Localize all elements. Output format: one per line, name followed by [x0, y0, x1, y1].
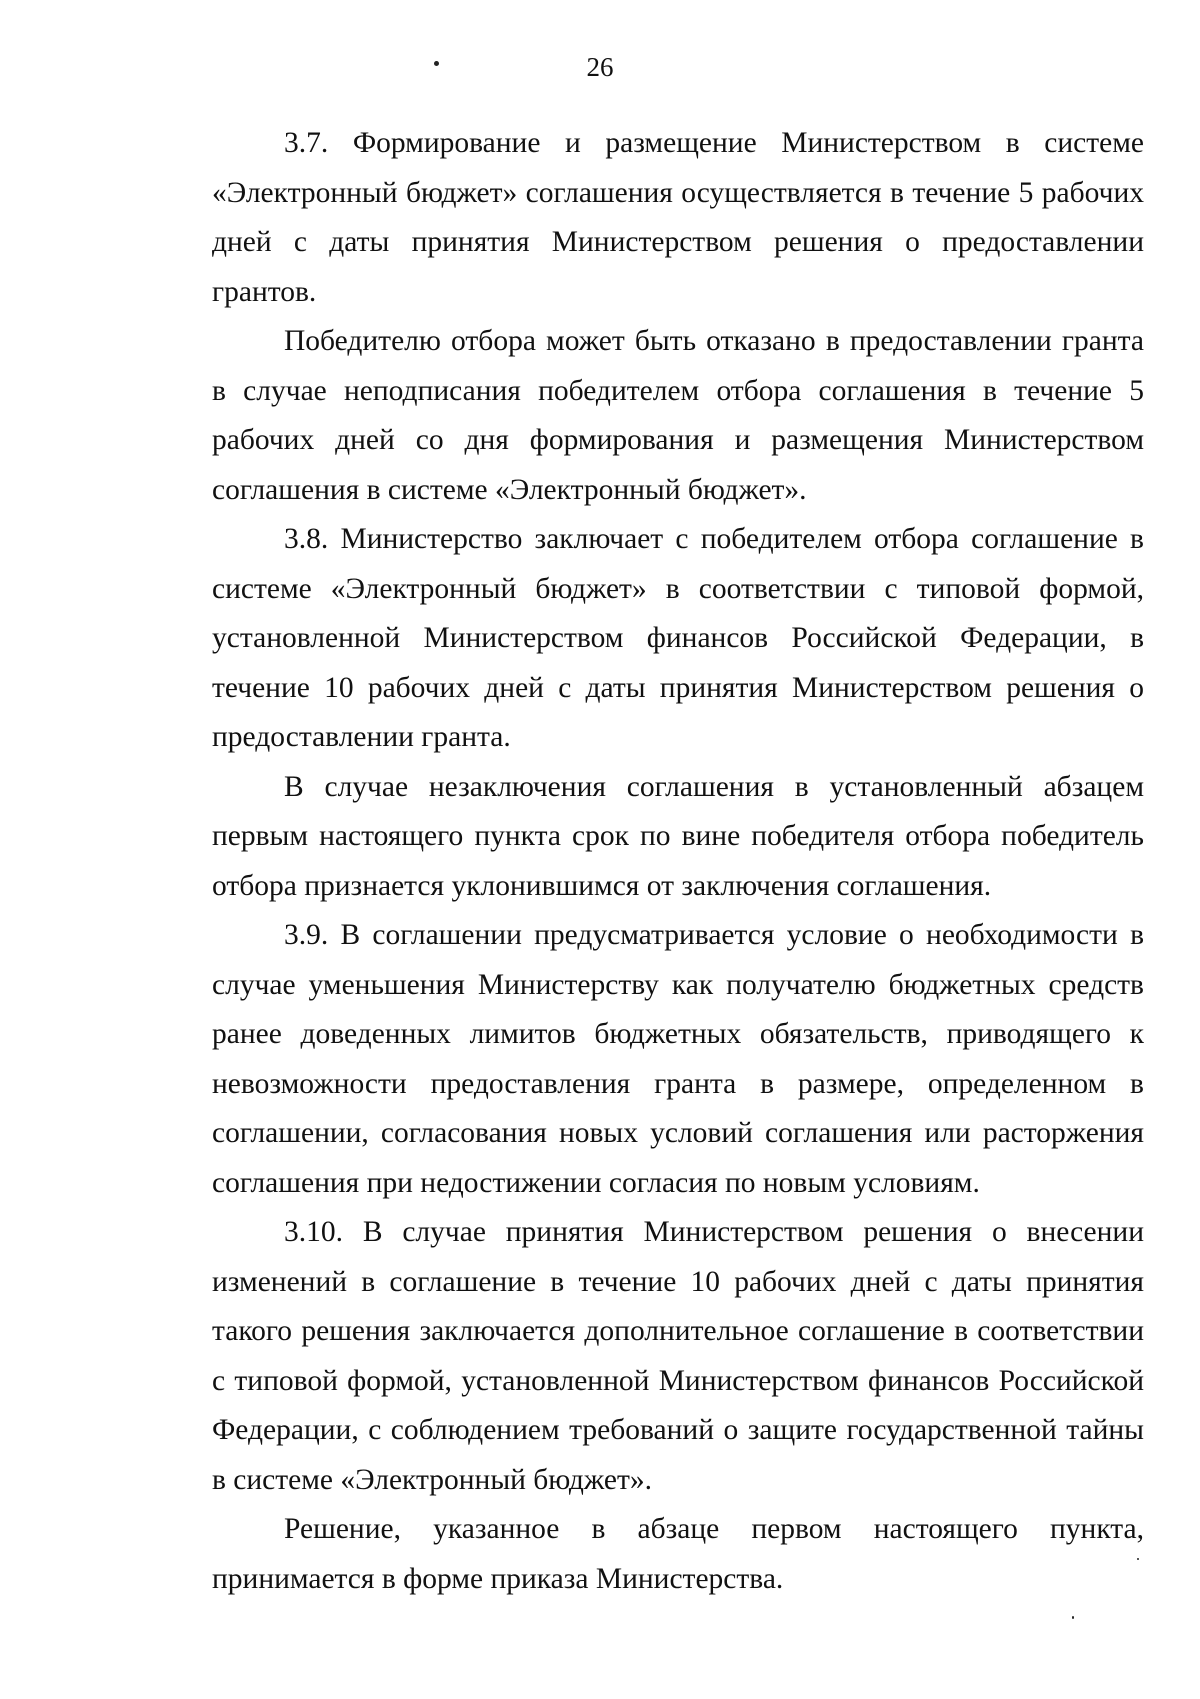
scan-speck: [1072, 1616, 1074, 1619]
paragraph-3-8-non-conclusion: В случае незаключения соглашения в установленный абзацем первым настоящего пункта срок по вине победителя отбора победитель отбора признается уклонившимся от заключения соглашения.: [212, 770, 1144, 902]
paragraph-3-10: 3.10. В случае принятия Министерством решения о внесении изменений в соглашение в течение 10 рабочих дней с даты принятия такого решения заключается дополнительное соглашение в соответствии с типовой формой, установленной Министерством финансов Российской Федерации, с соблюдением требований о защите государственной тайны в системе «Электронный бюджет».: [212, 1216, 1144, 1496]
paragraph-3-9: 3.9. В соглашении предусматривается условие о необходимости в случае уменьшения Министерству как получателю бюджетных средств ранее доведенных лимитов бюджетных обязательств, приводящего к невозможности предоставления гранта в размере, определенном в соглашении, согласования новых условий соглашения или расторжения соглашения при недостижении согласия по новым условиям.: [212, 919, 1144, 1199]
paragraph-3-10-decision: Решение, указанное в абзаце первом настоящего пункта, принимается в форме приказа Министерства.: [212, 1513, 1144, 1595]
paragraph-3-7: 3.7. Формирование и размещение Министерством в системе «Электронный бюджет» соглашения осуществляется в течение 5 рабочих дней с даты принятия Министерством решения о предоставлении грантов.: [212, 127, 1144, 308]
paragraph-3-7-refusal: Победителю отбора может быть отказано в предоставлении гранта в случае неподписания победителем отбора соглашения в течение 5 рабочих дней со дня формирования и размещения Министерством соглашения в системе «Электронный бюджет».: [212, 325, 1144, 506]
page-number: 26: [586, 52, 614, 82]
scan-speck: [434, 61, 439, 66]
document-body: [212, 119, 1144, 1604]
paragraph-3-8: 3.8. Министерство заключает с победителем отбора соглашение в системе «Электронный бюджет» в соответствии с типовой формой, установленной Министерством финансов Российской Федерации, в течение 10 рабочих дней с даты принятия Министерством решения о предоставлении гранта.: [212, 523, 1144, 753]
